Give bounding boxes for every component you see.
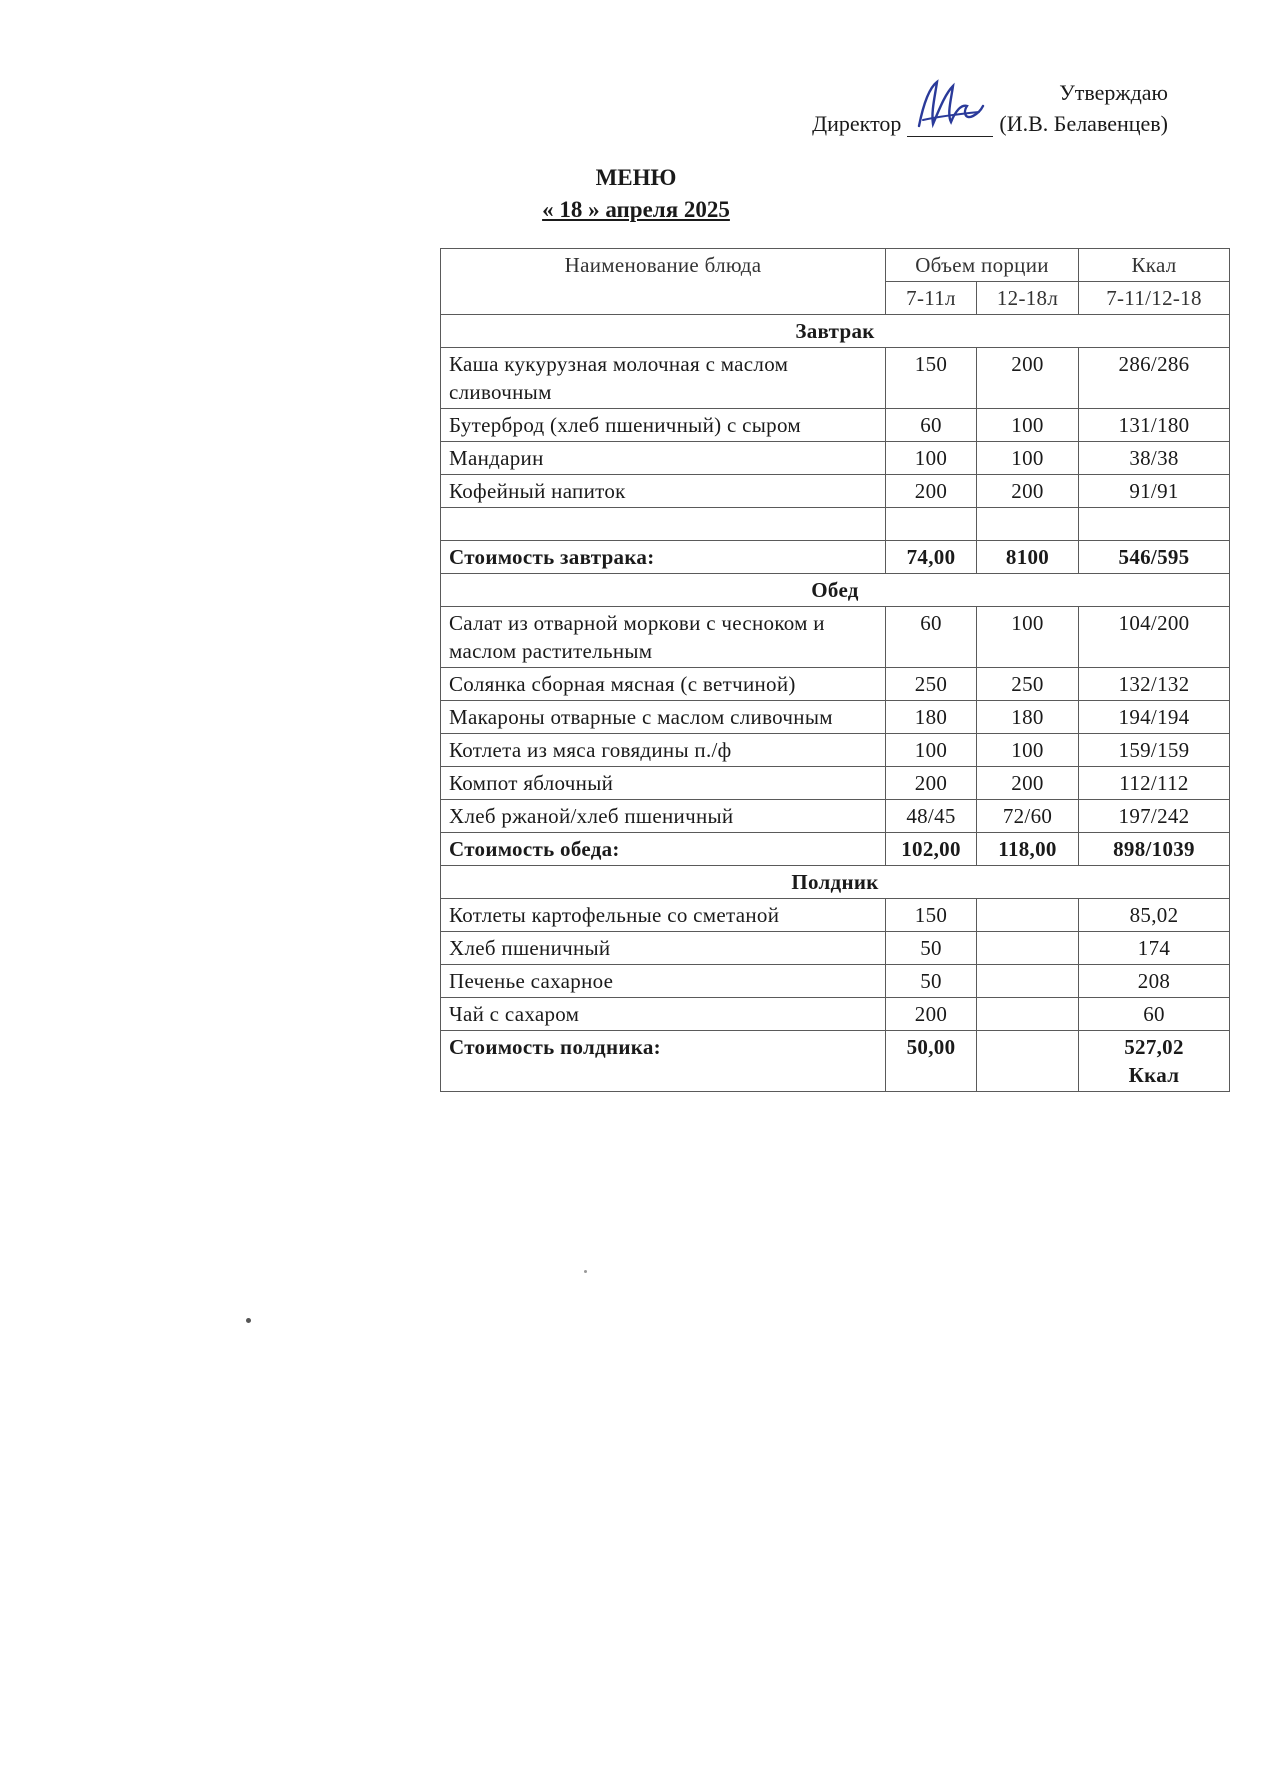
- portion-7-11: 100: [886, 442, 977, 475]
- portion-12-18: 180: [977, 701, 1079, 734]
- kcal-value: 85,02: [1079, 899, 1230, 932]
- kcal-value: 91/91: [1079, 475, 1230, 508]
- total-cost-12-18: 8100: [977, 541, 1079, 574]
- scan-speck: [584, 1270, 587, 1273]
- section-title: Полдник: [441, 866, 1230, 899]
- menu-date: « 18 » апреля 2025: [542, 197, 730, 222]
- portion-12-18: 100: [977, 734, 1079, 767]
- total-cost-12-18: 118,00: [977, 833, 1079, 866]
- dish-name: Салат из отварной моркови с чесноком и маслом растительным: [441, 607, 886, 668]
- header-age-12-18: 12-18л: [977, 282, 1079, 315]
- dish-name: Компот яблочный: [441, 767, 886, 800]
- signature-icon: [913, 76, 985, 134]
- empty-cell: [977, 508, 1079, 541]
- director-label: Директор: [812, 111, 902, 136]
- empty-cell: [886, 508, 977, 541]
- total-label: Стоимость обеда:: [441, 833, 886, 866]
- signature-line: [907, 110, 993, 137]
- total-cost-7-11: 50,00: [886, 1031, 977, 1092]
- kcal-value: 38/38: [1079, 442, 1230, 475]
- kcal-value: 131/180: [1079, 409, 1230, 442]
- total-kcal-value: 527,02: [1124, 1035, 1184, 1059]
- total-row-breakfast: [441, 541, 1230, 574]
- total-kcal: 546/595: [1079, 541, 1230, 574]
- kcal-value: 112/112: [1079, 767, 1230, 800]
- table-row: [441, 932, 1230, 965]
- scan-speck: [246, 1318, 251, 1323]
- director-name: (И.В. Белавенцев): [999, 111, 1168, 136]
- table-row: [441, 442, 1230, 475]
- header-portion: Объем порции: [886, 249, 1079, 282]
- kcal-value: 194/194: [1079, 701, 1230, 734]
- portion-12-18: 72/60: [977, 800, 1079, 833]
- portion-12-18: 200: [977, 475, 1079, 508]
- kcal-value: 197/242: [1079, 800, 1230, 833]
- kcal-value: 60: [1079, 998, 1230, 1031]
- dish-name: Хлеб пшеничный: [441, 932, 886, 965]
- portion-7-11: 150: [886, 899, 977, 932]
- total-label: Стоимость полдника:: [441, 1031, 886, 1092]
- total-label: Стоимость завтрака:: [441, 541, 886, 574]
- dish-name: Мандарин: [441, 442, 886, 475]
- portion-7-11: 200: [886, 767, 977, 800]
- total-cost-7-11: 74,00: [886, 541, 977, 574]
- portion-12-18: 200: [977, 348, 1079, 409]
- dish-name: Чай с сахаром: [441, 998, 886, 1031]
- kcal-value: 159/159: [1079, 734, 1230, 767]
- portion-7-11: 150: [886, 348, 977, 409]
- header-kcal: Ккал: [1079, 249, 1230, 282]
- portion-12-18: 100: [977, 442, 1079, 475]
- kcal-value: 208: [1079, 965, 1230, 998]
- portion-12-18: 100: [977, 409, 1079, 442]
- section-row-lunch: [441, 574, 1230, 607]
- table-row: [441, 899, 1230, 932]
- total-kcal: 898/1039: [1079, 833, 1230, 866]
- table-row: [441, 998, 1230, 1031]
- table-row: [441, 701, 1230, 734]
- kcal-value: 132/132: [1079, 668, 1230, 701]
- portion-7-11: 250: [886, 668, 977, 701]
- section-title: Завтрак: [441, 315, 1230, 348]
- portion-7-11: 200: [886, 475, 977, 508]
- section-row-breakfast: [441, 315, 1230, 348]
- total-kcal: [1079, 1031, 1230, 1092]
- portion-7-11: 50: [886, 965, 977, 998]
- portion-12-18: 100: [977, 607, 1079, 668]
- table-row: [441, 965, 1230, 998]
- portion-7-11: 60: [886, 607, 977, 668]
- portion-7-11: 50: [886, 932, 977, 965]
- portion-12-18: 250: [977, 668, 1079, 701]
- table-header-row: [441, 249, 1230, 282]
- dish-name: Каша кукурузная молочная с маслом сливочным: [441, 348, 886, 409]
- table-row: [441, 668, 1230, 701]
- menu-heading: [436, 162, 836, 226]
- kcal-value: 174: [1079, 932, 1230, 965]
- portion-12-18: [977, 932, 1079, 965]
- table-row: [441, 607, 1230, 668]
- empty-cell: [441, 508, 886, 541]
- table-row: [441, 348, 1230, 409]
- dish-name: Печенье сахарное: [441, 965, 886, 998]
- director-line: [760, 110, 1168, 137]
- table-row: [441, 800, 1230, 833]
- dish-name: Котлеты картофельные со сметаной: [441, 899, 886, 932]
- dish-name: Котлета из мяса говядины п./ф: [441, 734, 886, 767]
- table-row: [441, 475, 1230, 508]
- dish-name: Хлеб ржаной/хлеб пшеничный: [441, 800, 886, 833]
- empty-cell: [1079, 508, 1230, 541]
- kcal-value: 286/286: [1079, 348, 1230, 409]
- header-dish-name: Наименование блюда: [441, 249, 886, 315]
- header-kcal-ages: 7-11/12-18: [1079, 282, 1230, 315]
- table-row: [441, 409, 1230, 442]
- total-row-lunch: [441, 833, 1230, 866]
- portion-7-11: 200: [886, 998, 977, 1031]
- dish-name: Солянка сборная мясная (с ветчиной): [441, 668, 886, 701]
- section-title: Обед: [441, 574, 1230, 607]
- approval-block: [760, 80, 1168, 137]
- kcal-value: 104/200: [1079, 607, 1230, 668]
- header-age-7-11: 7-11л: [886, 282, 977, 315]
- menu-table: [440, 248, 1230, 1092]
- dish-name: Макароны отварные с маслом сливочным: [441, 701, 886, 734]
- portion-12-18: [977, 899, 1079, 932]
- portion-7-11: 48/45: [886, 800, 977, 833]
- portion-7-11: 100: [886, 734, 977, 767]
- total-kcal-unit: Ккал: [1128, 1063, 1180, 1087]
- total-row-snack: [441, 1031, 1230, 1092]
- section-row-snack: [441, 866, 1230, 899]
- table-row: [441, 767, 1230, 800]
- portion-7-11: 180: [886, 701, 977, 734]
- total-cost-12-18: [977, 1031, 1079, 1092]
- empty-row: [441, 508, 1230, 541]
- portion-12-18: [977, 965, 1079, 998]
- total-cost-7-11: 102,00: [886, 833, 977, 866]
- portion-12-18: [977, 998, 1079, 1031]
- dish-name: Бутерброд (хлеб пшеничный) с сыром: [441, 409, 886, 442]
- table-row: [441, 734, 1230, 767]
- portion-12-18: 200: [977, 767, 1079, 800]
- portion-7-11: 60: [886, 409, 977, 442]
- approval-title: Утверждаю: [1059, 80, 1168, 105]
- dish-name: Кофейный напиток: [441, 475, 886, 508]
- menu-title: МЕНЮ: [595, 165, 677, 190]
